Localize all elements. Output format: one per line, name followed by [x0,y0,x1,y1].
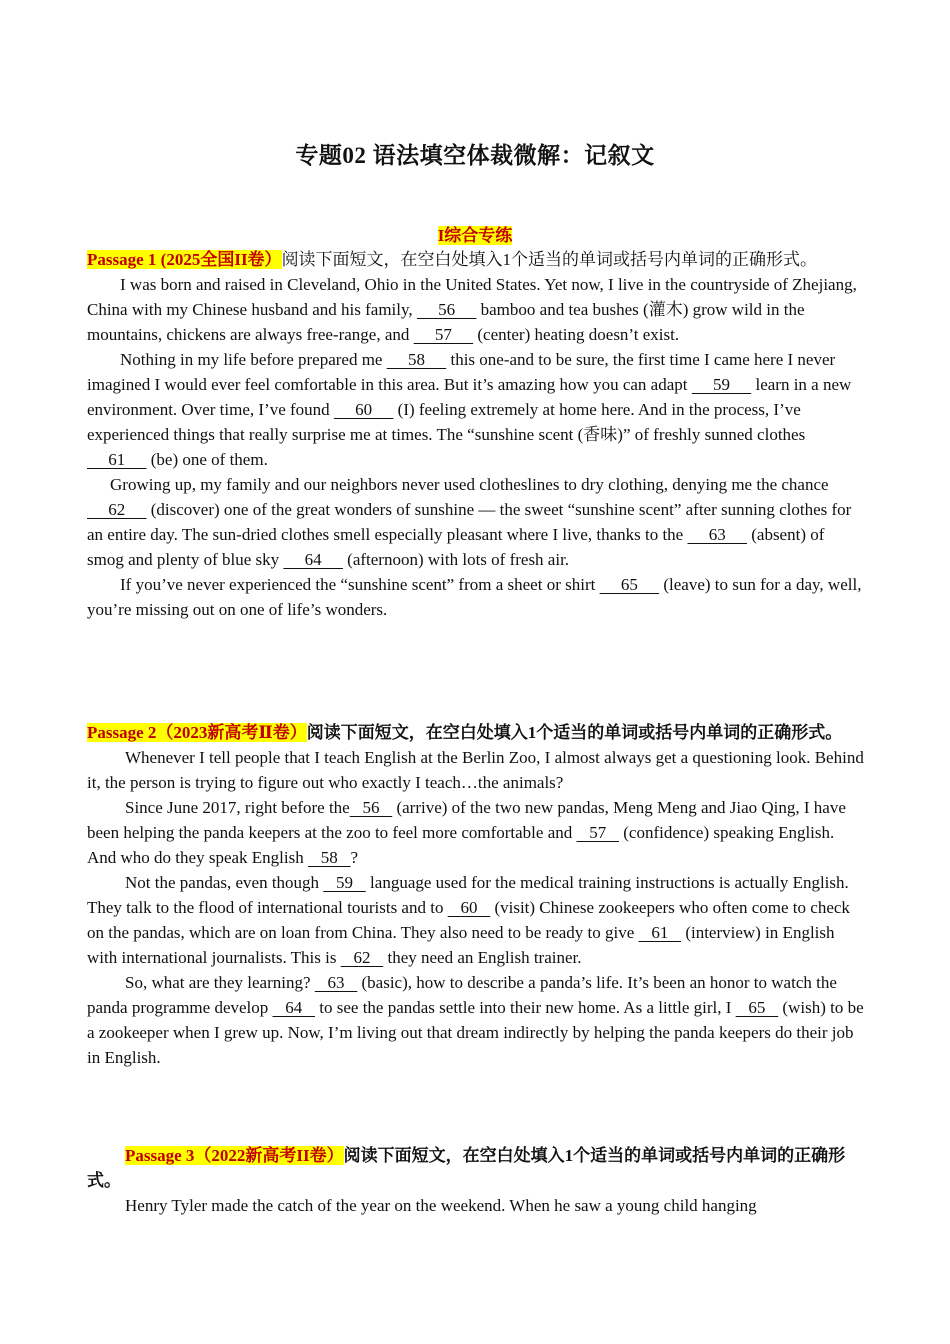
passage-1 [87,247,865,622]
blank-57: 57 [413,325,474,344]
passage-3-label: Passage 3（2022新高考II卷） [125,1146,344,1165]
passage-1-paragraph-2 [87,347,865,472]
passage-1-paragraph-1 [87,272,865,347]
blank-63: 63 [314,973,358,992]
text-run: Whenever I tell people that I teach English at the Berlin Zoo, I almost always get a questioning look. Behind it, the person is trying to figure out who exactly I teach…the animals? [87,748,864,792]
text-run: (discover) one of the great wonders of sunshine — the sweet “sunshine scent” after sunning clothes for an entire day. The sun-dried clothes smell especially pleasant where I live, thanks to the [87,500,852,544]
text-run: Growing up, my family and our neighbors never used clotheslines to dry clothing, denying me the chance [110,475,829,494]
passage-1-label: Passage 1 (2025全国II卷） [87,250,282,269]
passage-3 [87,1143,865,1218]
text-run: they need an English trainer. [383,948,582,967]
text-run: Henry Tyler made the catch of the year on the weekend. When he saw a young child hanging [125,1196,757,1215]
blank-58: 58 [307,848,351,867]
text-run: language used for the medical training instructions is actually English. They talk to the flood of international tourists and to [87,873,849,917]
text-run: (arrive) of the two new pandas, Meng Meng and Jiao Qing, I have been helping the panda keepers at the zoo to feel more comfortable and [87,798,846,842]
blank-57: 57 [576,823,619,842]
blank-56: 56 [416,300,477,319]
blank-62: 62 [340,948,384,967]
passage-2-paragraph-2 [87,795,865,870]
blank-64: 64 [283,550,343,569]
text-run: (leave) to sun for a day, well, you’re missing out on one of life’s wonders. [87,575,862,619]
passage-3-paragraph-1 [87,1193,865,1218]
text-run: I was born and raised in Cleveland, Ohio in the United States. Yet now, I live in the countryside of Zhejiang, China with my Chinese husband and his family, [87,275,857,319]
text-run: So, what are they learning? [125,973,315,992]
text-run: (afternoon) with lots of fresh air. [342,550,570,569]
passage-1-paragraph-3 [87,472,865,572]
text-run: (wish) to be a zookeeper when I grew up. Now, I’m living out that dream indirectly by helping the panda keepers do their job in English. [87,998,864,1067]
text-run: learn in a new environment. Over time, I’ve found [87,375,852,419]
passage-2-paragraph-3 [87,870,865,970]
passage-2 [87,720,865,1070]
passage-2-instruction: 阅读下面短文，在空白处填入1个适当的单词或括号内单词的正确形式。 [306,723,843,742]
blank-58: 58 [386,350,447,369]
blank-60: 60 [333,400,394,419]
passage-2-header [87,720,865,745]
text-run: Not the pandas, even though [125,873,324,892]
blank-65: 65 [599,575,660,594]
text-run: (absent) of smog and plenty of blue sky [87,525,825,569]
text-run: (interview) in English with international journalists. This is [87,923,835,967]
text-run: (be) one of them. [146,450,268,469]
passage-1-header [87,247,865,272]
section-heading-text: I综合专练 [437,226,513,245]
blank-59: 59 [691,375,752,394]
blank-64: 64 [272,998,316,1017]
text-run: If you’ve never experienced the “sunshine scent” from a sheet or shirt [120,575,600,594]
text-run: (visit) Chinese zookeepers who often come to check on the pandas, which are on loan from China. They also need to be ready to give [87,898,850,942]
passage-1-paragraph-4 [87,572,865,622]
text-run: to see the pandas settle into their new home. As a little girl, I [315,998,736,1017]
blank-61: 61 [87,450,147,469]
section-heading [0,221,950,246]
page-title: 专题02 语法填空体裁微解：记叙文 [295,143,655,168]
text-run: (center) heating doesn’t exist. [473,325,680,344]
text-run: Nothing in my life before prepared me [120,350,387,369]
text-run: bamboo and tea bushes (灌木) grow wild in the mountains, chickens are always free-range, and [87,300,805,344]
blank-59: 59 [323,873,366,892]
passage-3-instruction: 阅读下面短文，在空白处填入1个适当的单词或括号内单词的正确形式。 [87,1146,846,1190]
text-run: (confidence) speaking English. And who do they speak English [87,823,835,867]
text-run: ? [350,848,359,867]
blank-60: 60 [447,898,491,917]
passage-2-paragraph-4 [87,970,865,1070]
passage-2-paragraph-1 [87,745,865,795]
blank-63: 63 [687,525,747,544]
passage-3-header [87,1143,865,1193]
text-run: Since June 2017, right before the [125,798,350,817]
blank-65: 65 [735,998,779,1017]
passage-1-instruction: 阅读下面短文，在空白处填入1个适当的单词或括号内单词的正确形式。 [281,250,818,269]
blank-62: 62 [87,500,147,519]
passage-2-label: Passage 2（2023新高考Ⅱ卷） [87,723,307,742]
text-run: this one-and to be sure, the first time I came here I never imagined I would ever feel comfortable in this area. But it’s amazing how you can adapt [87,350,836,394]
blank-56: 56 [349,798,393,817]
text-run: (basic), how to describe a panda’s life. It’s been an honor to watch the panda programme develop [87,973,837,1017]
blank-61: 61 [638,923,682,942]
text-run: (I) feeling extremely at home here. And in the process, I’ve experienced things that really surprise me at times. The “sunshine scent (香味)” of freshly sunned clothes [87,400,806,444]
